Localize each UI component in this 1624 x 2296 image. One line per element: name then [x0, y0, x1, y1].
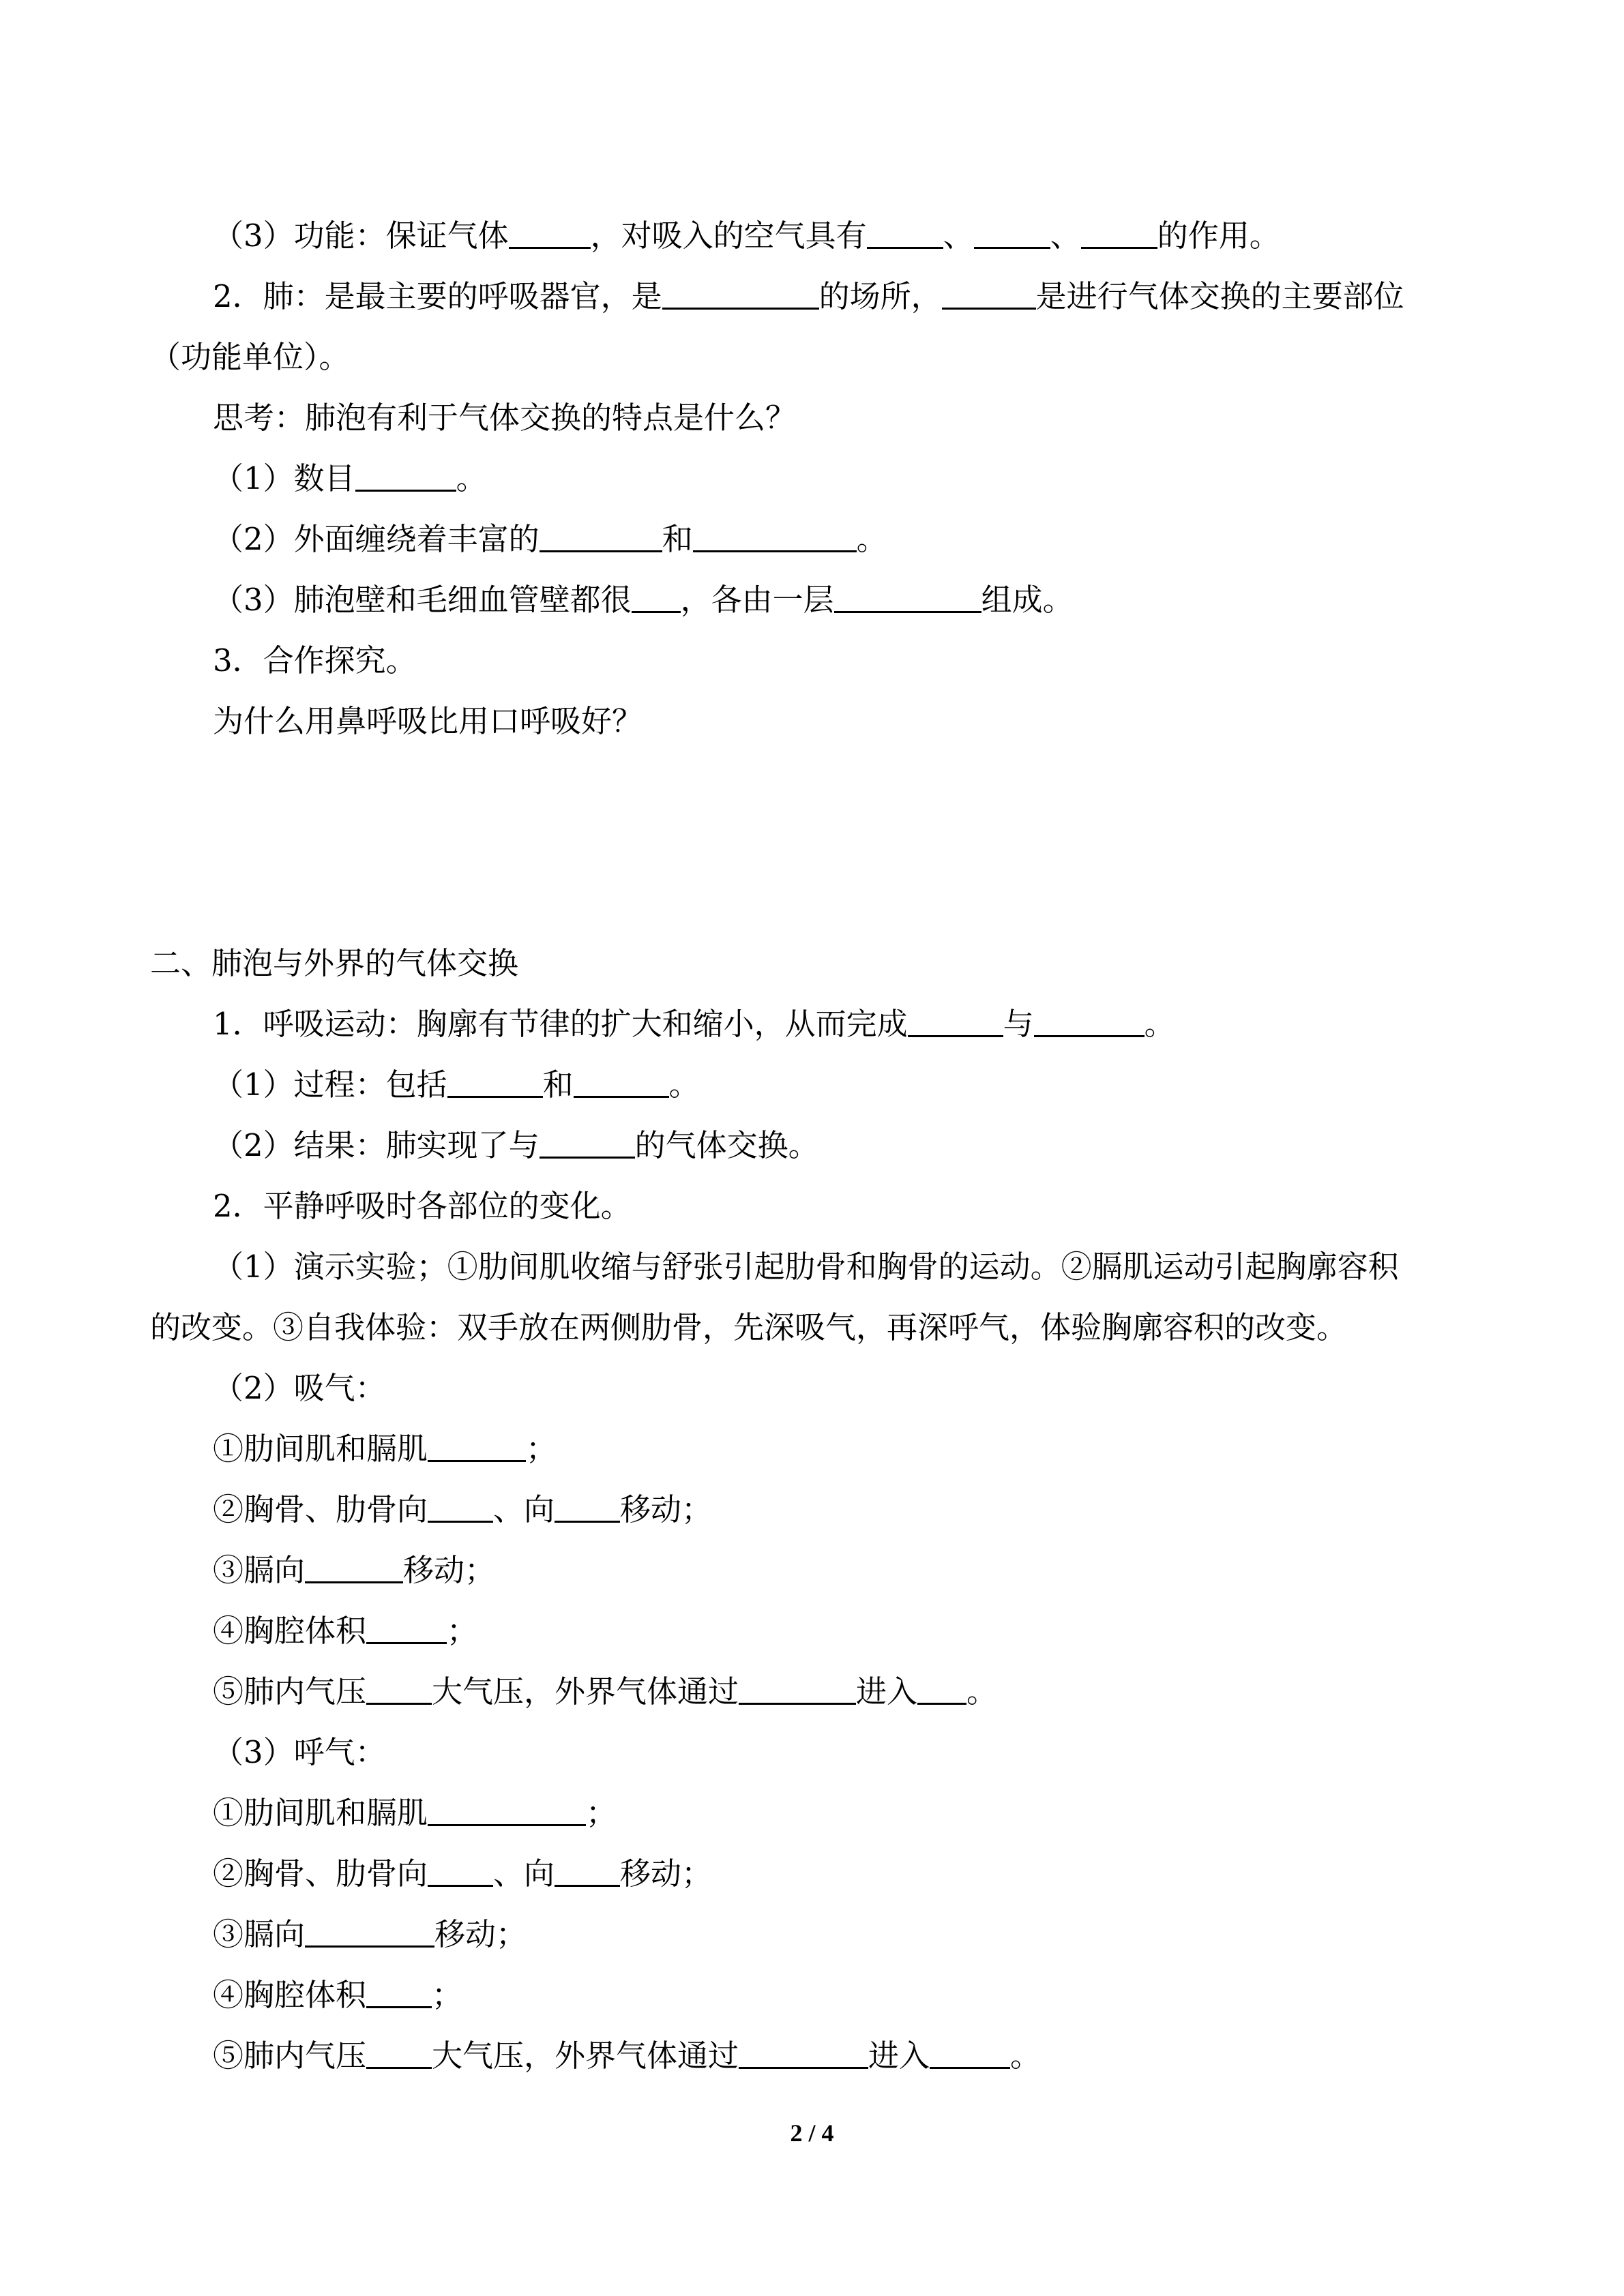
inhale-item-4 [0, 1611, 1624, 1652]
fill-blank[interactable] [942, 278, 1036, 310]
exhale-item-2 [0, 1853, 1624, 1894]
alveoli-surround-line [0, 519, 1624, 560]
text-segment: （功能单位）。 [150, 339, 350, 375]
fill-blank[interactable] [917, 1673, 966, 1705]
fill-blank[interactable] [693, 520, 857, 552]
text-segment: ，对吸入的空气具有 [590, 218, 867, 254]
text-segment: ； [526, 1431, 557, 1467]
fill-blank[interactable] [509, 217, 591, 249]
text-segment: 2．肺：是最主要的呼吸器官，是 [213, 278, 662, 314]
text-segment: ⑤肺内气压 [213, 1673, 367, 1710]
fill-blank[interactable] [540, 520, 662, 552]
text-segment: 的作用。 [1157, 218, 1280, 254]
function-unit-line [0, 337, 1624, 378]
text-segment: 、向 [493, 1491, 555, 1527]
text-segment: 。 [966, 1673, 998, 1710]
fill-blank[interactable] [366, 1612, 447, 1644]
fill-blank[interactable] [662, 278, 819, 310]
fill-blank[interactable] [428, 1430, 526, 1462]
text-segment: ； [432, 1977, 463, 2013]
text-segment: （3）功能：保证气体 [213, 218, 509, 254]
text-segment: ①肋间肌和膈肌 [213, 1431, 428, 1467]
fill-blank[interactable] [1081, 217, 1157, 249]
text-segment: ②胸骨、肋骨向 [213, 1855, 428, 1892]
fill-blank[interactable] [574, 1066, 669, 1098]
text-segment: 进入 [868, 2038, 930, 2074]
text-segment: 的场所， [818, 278, 942, 314]
text-segment: ③膈向 [213, 1916, 306, 1952]
process-line [0, 1064, 1624, 1105]
alveoli-number-line [0, 458, 1624, 499]
text-segment: 移动； [620, 1855, 713, 1892]
text-segment: 大气压，外界气体通过 [432, 1673, 739, 1710]
text-segment: 1．呼吸运动：胸廓有节律的扩大和缩小，从而完成 [213, 1006, 908, 1042]
text-segment: （1）演示实验；①肋间肌收缩与舒张引起肋骨和胸骨的运动。②膈肌运动引起胸廓容积 [213, 1249, 1399, 1285]
text-segment: 和 [542, 1067, 574, 1103]
text-segment: 思考：肺泡有利于气体交换的特点是什么？ [213, 400, 797, 436]
text-segment: （3）肺泡壁和毛细血管壁都很 [213, 582, 632, 618]
demo-experiment-line-cont [0, 1307, 1624, 1348]
inhale-item-1 [0, 1429, 1624, 1470]
text-segment: ①肋间肌和膈肌 [213, 1795, 428, 1831]
text-segment: 、 [943, 218, 974, 254]
text-segment: 移动； [434, 1916, 527, 1952]
text-segment: 。 [456, 460, 487, 496]
cooperation-heading [0, 640, 1624, 681]
text-segment: ④胸腔体积 [213, 1613, 367, 1649]
fill-blank[interactable] [428, 1491, 493, 1523]
fill-blank[interactable] [366, 1673, 432, 1705]
text-segment: 移动； [403, 1552, 496, 1588]
text-segment: 、向 [493, 1855, 555, 1892]
text-segment: ②胸骨、肋骨向 [213, 1491, 428, 1527]
breathing-movement-line [0, 1004, 1624, 1045]
exhale-heading [0, 1732, 1624, 1773]
text-segment: （3）呼气： [213, 1734, 386, 1770]
fill-blank[interactable] [632, 581, 681, 613]
text-segment: 。 [856, 521, 887, 557]
fill-blank[interactable] [355, 460, 456, 492]
fill-blank[interactable] [1034, 1005, 1145, 1037]
text-segment: 。 [668, 1067, 700, 1103]
exhale-item-1 [0, 1793, 1624, 1834]
fill-blank[interactable] [428, 1794, 586, 1826]
text-segment: 组成。 [981, 582, 1074, 618]
fill-blank[interactable] [930, 2037, 1010, 2069]
inhale-item-2 [0, 1489, 1624, 1530]
fill-blank[interactable] [555, 1491, 620, 1523]
text-segment: 二、肺泡与外界的气体交换 [150, 945, 519, 981]
page-number: 2 / 4 [790, 2119, 834, 2147]
alveoli-wall-line [0, 580, 1624, 621]
fill-blank[interactable] [908, 1005, 1003, 1037]
text-segment: 大气压，外界气体通过 [432, 2038, 739, 2074]
text-segment: ⑤肺内气压 [213, 2038, 367, 2074]
text-segment: 为什么用鼻呼吸比用口呼吸好？ [213, 703, 643, 739]
fill-blank[interactable] [739, 2037, 868, 2069]
fill-blank[interactable] [540, 1127, 635, 1159]
text-segment: 进入 [856, 1673, 918, 1710]
exhale-item-5 [0, 2036, 1624, 2076]
text-segment: 是进行气体交换的主要部位 [1035, 278, 1404, 314]
text-segment: （2）结果：肺实现了与 [213, 1127, 540, 1163]
fill-blank[interactable] [366, 1976, 432, 2008]
thinking-question [0, 398, 1624, 438]
text-segment: ④胸腔体积 [213, 1977, 367, 2013]
text-segment: （1）数目 [213, 460, 355, 496]
text-segment: 与 [1003, 1006, 1034, 1042]
demo-experiment-line [0, 1247, 1624, 1287]
fill-blank[interactable] [305, 1551, 403, 1583]
text-segment: 的气体交换。 [634, 1127, 819, 1163]
fill-blank[interactable] [974, 217, 1050, 249]
text-segment: 2．平静呼吸时各部位的变化。 [213, 1188, 632, 1224]
text-segment: 移动； [620, 1491, 713, 1527]
fill-blank[interactable] [447, 1066, 543, 1098]
text-segment: （2）吸气： [213, 1370, 386, 1406]
text-segment: 。 [1144, 1006, 1175, 1042]
text-segment: ； [586, 1795, 617, 1831]
fill-blank[interactable] [834, 581, 981, 613]
fill-blank[interactable] [739, 1673, 856, 1705]
result-line [0, 1125, 1624, 1166]
lung-line [0, 276, 1624, 317]
inhale-item-5 [0, 1671, 1624, 1712]
section-two-heading [0, 943, 1624, 984]
text-segment: 3．合作探究。 [213, 642, 417, 679]
function-line [0, 215, 1624, 256]
text-segment: ，各由一层 [680, 582, 834, 618]
calm-breathing-heading [0, 1186, 1624, 1227]
nose-question [0, 701, 1624, 742]
text-segment: ； [447, 1613, 478, 1649]
fill-blank[interactable] [867, 217, 943, 249]
fill-blank[interactable] [428, 1855, 493, 1887]
text-segment: 。 [1010, 2038, 1042, 2074]
exhale-item-3 [0, 1914, 1624, 1955]
inhale-heading [0, 1368, 1624, 1409]
fill-blank[interactable] [555, 1855, 620, 1887]
text-segment: （2）外面缠绕着丰富的 [213, 521, 540, 557]
text-segment: 、 [1050, 218, 1081, 254]
fill-blank[interactable] [305, 1915, 434, 1948]
text-segment: 的改变。③自我体验：双手放在两侧肋骨，先深吸气，再深呼气，体验胸廓容积的改变。 [150, 1309, 1348, 1345]
text-segment: （1）过程：包括 [213, 1067, 447, 1103]
text-segment: ③膈向 [213, 1552, 306, 1588]
exhale-item-4 [0, 1975, 1624, 2016]
fill-blank[interactable] [366, 2037, 432, 2069]
text-segment: 和 [662, 521, 693, 557]
inhale-item-3 [0, 1550, 1624, 1591]
